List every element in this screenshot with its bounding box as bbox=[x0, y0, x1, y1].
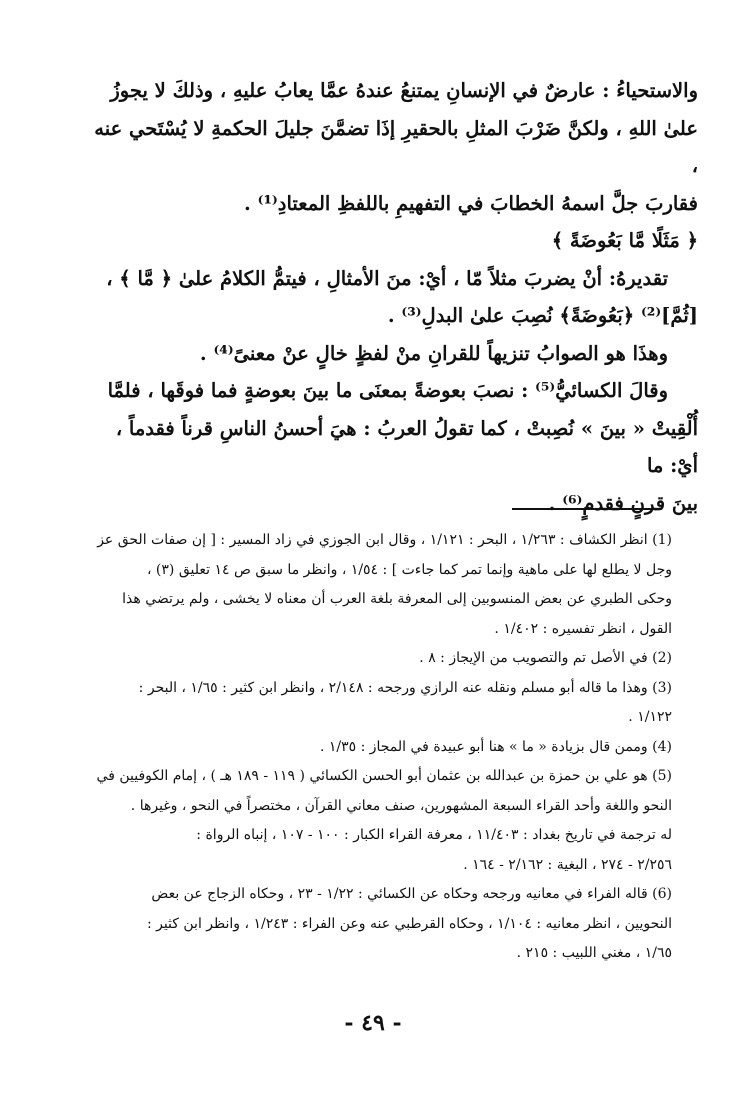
text-line: وهذَا هو الصوابُ تنزيهاً للقرانِ منْ لفظٍ خالٍ عنْ معنىً⁽⁴⁾ . bbox=[199, 341, 668, 365]
footnote-line: ٢/٢٥٦ - ٢٧٤ ، البغية : ٢/١٦٢ - ١٦٤ . bbox=[463, 856, 672, 873]
text-line: تقديرهُ: أنْ يضربَ مثلاً مّا ، أيْ: منَ الأمثالِ ، فيتمُّ الكلامُ علىٰ ﴿ مَّا ﴾ ، bbox=[106, 266, 668, 290]
footnote-line: له ترجمة في تاريخ بغداد : ١١/٤٠٣ ، معرفة القراء الكبار : ١٠٠ - ١٠٧ ، إنباه الرواة : bbox=[196, 827, 672, 843]
text-line: فقاربَ جلَّ اسمهُ الخطابَ في التفهيمِ باللفظِ المعتادِ⁽¹⁾ . bbox=[244, 191, 698, 215]
text-line: علىٰ اللهِ ، ولكنَّ ضَرْبَ المثلِ بالحقيرِ إذَا تضمَّنَ جليلَ الحكمةِ لا يُسْتَحي عنه ، bbox=[94, 116, 698, 177]
footnote-divider bbox=[512, 508, 660, 510]
footnote-line: ١/٦٥ ، مغني اللبيب : ٢١٥ . bbox=[516, 945, 672, 961]
paragraph-sawab bbox=[88, 335, 698, 373]
paragraph-kisai bbox=[88, 372, 698, 522]
text-line: وقالَ الكسائيُّ⁽⁵⁾ : نصبَ بعوضةً بمعنَى ما بينَ بعوضةٍ فما فوقَها ، فلمَّا bbox=[107, 379, 668, 402]
quran-verse bbox=[88, 222, 698, 260]
footnote-1 bbox=[60, 526, 672, 644]
footnote-2 bbox=[60, 644, 672, 674]
text-line: [ثُمَّ]⁽²⁾ ﴿بَعُوضَةً﴾ نُصِبَ علىٰ البدلِ⁽³⁾ . bbox=[387, 304, 698, 327]
footnote-line: ١/١٢٢ . bbox=[628, 709, 672, 725]
main-text bbox=[88, 72, 698, 522]
footnote-6 bbox=[60, 880, 672, 969]
footnote-line: وجل لا يطلع لها على ماهية وإنما تمر كما جاءت ] : ١/٥٤ ، وانظر ما سبق ص ١٤ تعليق (٣) ، bbox=[146, 561, 672, 578]
text-line: والاستحياءُ : عارضٌ في الإنسانِ يمتنعُ عندهُ عمَّا يعابُ عليهِ ، وذلكَ لا يجوزُ bbox=[110, 79, 698, 102]
footnote-line: (6) قاله الفراء في معانيه ورجحه وحكاه عن الكسائي : ١/٢٢ - ٢٣ ، وحكاه الزجاج عن بعض bbox=[151, 886, 672, 902]
footnotes bbox=[60, 526, 672, 969]
footnote-line: النحويين ، انظر معانيه : ١/١٠٤ ، وحكاه القرطبي عنه وعن الفراء : ١/٢٤٣ ، وانظر ابن كثير : bbox=[146, 915, 672, 932]
footnote-3 bbox=[60, 674, 672, 733]
footnote-line: (4) وممن قال بزيادة « ما » هنا أبو عبيدة في المجاز : ١/٣٥ . bbox=[319, 738, 672, 755]
text-line: بينَ قرنٍ فقدمٍ⁽⁶⁾ . bbox=[548, 491, 698, 515]
footnote-line: (2) في الأصل تم والتصويب من الإيجاز : ٨ . bbox=[419, 650, 672, 666]
verse-text: ﴿ مَثَلًا مَّا بَعُوضَةً ﴾ bbox=[551, 229, 698, 252]
footnote-line: (1) انظر الكشاف : ١/٢٦٣ ، البحر : ١/١٢١ ، وقال ابن الجوزي في زاد المسير : [ إن صفات الحق عز bbox=[97, 532, 672, 548]
footnote-line: (5) هو علي بن حمزة بن عبدالله بن عثمان أبو الحسن الكسائي ( ١١٩ - ١٨٩ هـ ) ، إمام الكوفيين في bbox=[96, 768, 672, 784]
footnote-line: (3) وهذا ما قاله أبو مسلم ونقله عنه الرازي ورجحه : ٢/١٤٨ ، وانظر ابن كثير : ١/٦٥ ، البحر : bbox=[138, 679, 672, 696]
footnote-line: النحو واللغة وأحد القراء السبعة المشهورين، صنف معاني القرآن ، مختصراً في النحو ، وغيرها . bbox=[130, 797, 672, 814]
footnote-line: القول ، انظر تفسيره : ١/٤٠٢ . bbox=[494, 620, 672, 637]
footnote-line: وحكى الطبري عن بعض المنسوبين إلى المعرفة بلغة العرب أن معناه لا يخشى ، ولم يرتضي هذا bbox=[122, 591, 672, 607]
text-line: أُلْقِيتْ « بينَ » نُصِبتْ ، كما تقولُ العربُ : هيَ أحسنُ الناسِ قرناً فقدماً ، أيْ: ما bbox=[115, 416, 698, 477]
footnote-4 bbox=[60, 733, 672, 763]
paragraph-istihya bbox=[88, 72, 698, 222]
page-number: - ٤٩ - bbox=[344, 1010, 402, 1036]
footnote-5 bbox=[60, 762, 672, 880]
paragraph-taqdir bbox=[88, 260, 698, 335]
